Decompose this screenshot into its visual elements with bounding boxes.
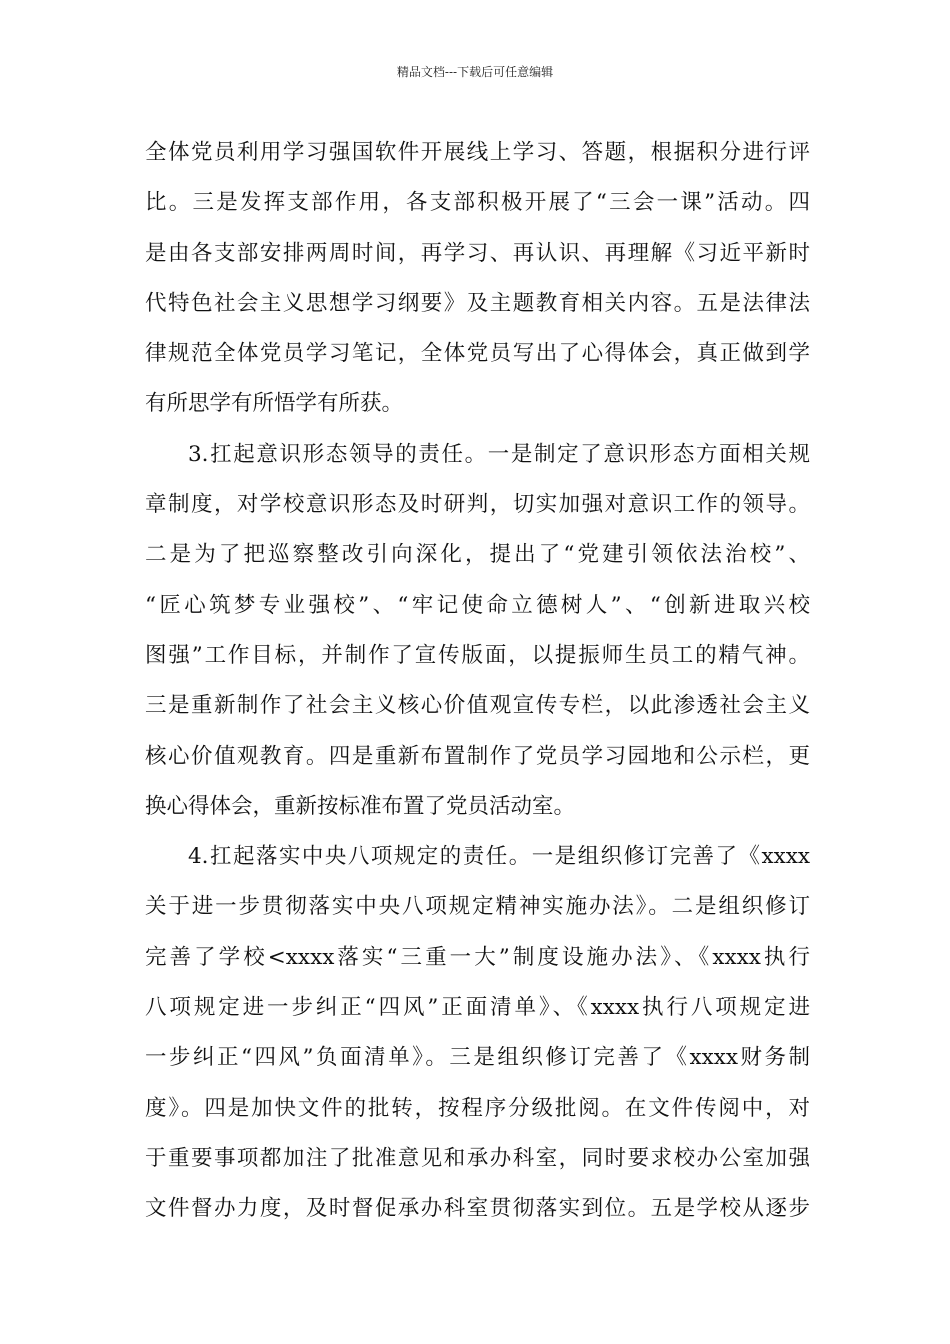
text-line: 度》。四是加快文件的批转，按程序分级批阅。在文件传阅中，对 — [145, 1095, 810, 1121]
text-line: 一步纠正“四风”负面清单》。三是组织修订完善了《xxxx财务制 — [145, 1045, 810, 1071]
text-line: 有所思学有所悟学有所获。 — [145, 391, 404, 417]
text-line: 完善了学校<xxxx落实“三重一大”制度设施办法》、《xxxx执行 — [145, 944, 810, 970]
text-line: “匠心筑梦专业强校”、“牢记使命立德树人”、“创新进取兴校 — [145, 592, 810, 618]
text-line: 代特色社会主义思想学习纲要》及主题教育相关内容。五是法律法 — [145, 290, 810, 316]
paragraph-eight-rules-responsibility — [145, 832, 810, 1234]
text-line: 三是重新制作了社会主义核心价值观宣传专栏，以此渗透社会主义 — [145, 693, 810, 719]
text-line: 于重要事项都加注了批准意见和承办科室，同时要求校办公室加强 — [145, 1145, 810, 1171]
text-line: 3.扛起意识形态领导的责任。一是制定了意识形态方面相关规 — [188, 441, 810, 467]
text-line: 换心得体会，重新按标准布置了党员活动室。 — [145, 793, 576, 819]
text-line: 全体党员利用学习强国软件开展线上学习、答题，根据积分进行评 — [145, 140, 810, 165]
text-line: 文件督办力度，及时督促承办科室贯彻落实到位。五是学校从逐步 — [145, 1196, 810, 1222]
page-header: 精品文档---下载后可任意编辑 — [396, 65, 554, 79]
text-line: 关于进一步贯彻落实中央八项规定精神实施办法》。二是组织修订 — [145, 894, 810, 920]
text-line: 律规范全体党员学习笔记，全体党员写出了心得体会，真正做到学 — [145, 341, 810, 367]
text-line: 是由各支部安排两周时间，再学习、再认识、再理解《习近平新时 — [145, 240, 810, 266]
text-line: 比。三是发挥支部作用，各支部积极开展了“三会一课”活动。四 — [145, 190, 810, 216]
text-line: 图强”工作目标，并制作了宣传版面，以提振师生员工的精气神。 — [145, 642, 810, 668]
text-line: 章制度，对学校意识形态及时研判，切实加强对意识工作的领导。 — [145, 492, 810, 518]
text-line: 4.扛起落实中央八项规定的责任。一是组织修订完善了《xxxx — [188, 844, 810, 870]
paragraph-ideology-responsibility — [145, 430, 810, 832]
text-line: 八项规定进一步纠正“四风”正面清单》、《xxxx执行八项规定进 — [145, 995, 810, 1021]
text-line: 核心价值观教育。四是重新布置制作了党员学习园地和公示栏，更 — [145, 743, 810, 769]
paragraph-continued — [145, 128, 810, 430]
text-line: 二是为了把巡察整改引向深化，提出了“党建引领依法治校”、 — [145, 542, 810, 568]
document-body — [145, 128, 810, 1235]
